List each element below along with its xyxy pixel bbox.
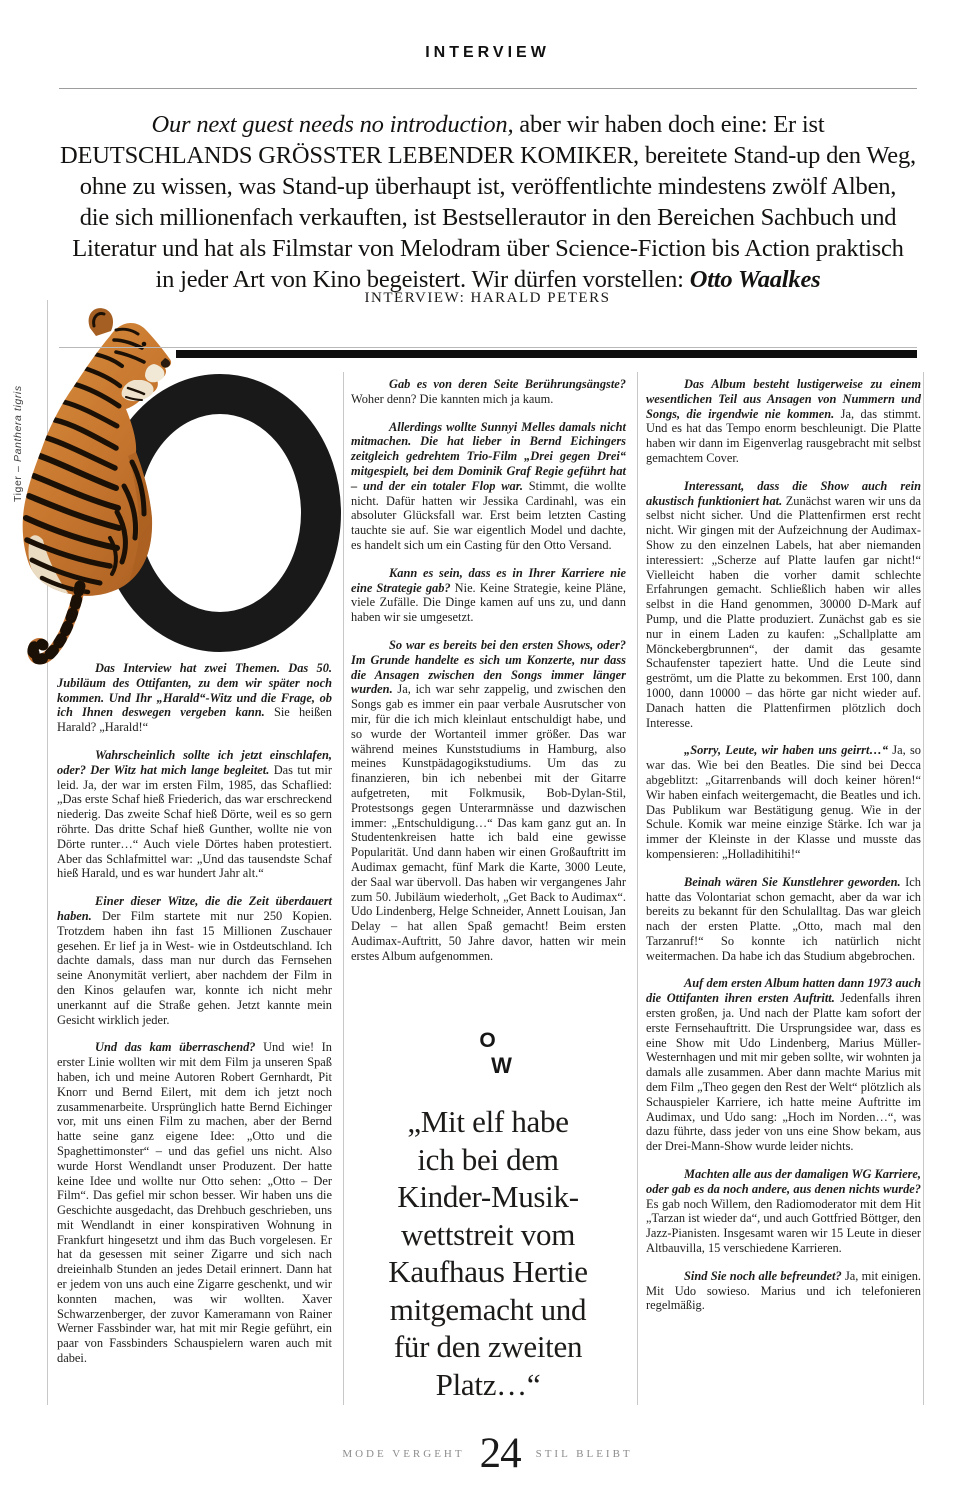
answer-text: Woher denn? Die kannten mich ja kaum. (351, 391, 554, 406)
answer-text: Ja, so war das. Wie bei den Beatles. Die sind bei Decca abgeblitzt: „Gitarrenbands will doch keiner hören!“ Wir haben einfach weitergemacht, die Beatles und ich. Das Publikum war Bestätigung genug. Wie in der Schule. Komik war meine einzige Stärke. Ich war ja immer der Kleinste in der Klasse und musste das kompensieren: „Holladihitihi!“ (646, 743, 921, 861)
question-text: Allerdings wollte Sunnyi Melles damals nicht mitmachen. Die hat lieber in Bernd Eichingers zeitgleich gedrehtem Trio-Film „Drei gegen Drei“ mitgespielt, bei dem Dominik Graf Regie geführt hat – und der ein totaler Flop war. (351, 419, 626, 493)
pull-quote-line: mitgemacht und (389, 1291, 587, 1327)
answer-text: Ja, mit einigen. Mit Udo sowieso. Marius und ich telefonieren regelmäßig. (646, 1268, 921, 1313)
intro-line: DEUTSCHLANDS GRÖSSTER LEBENDER KOMIKER, bereitete Stand-up den Weg, (60, 142, 916, 169)
answer-text: Nie. Keine Strategie, keine Pläne, viele Zufälle. Die Dinge kamen auf uns zu, und dann haben wir sie umgesetzt. (351, 580, 626, 625)
qa-paragraph (646, 1269, 921, 1313)
intro-paragraph (58, 109, 918, 295)
footer-motto-left: MODE VERGEHT (342, 1447, 465, 1460)
interview-column-middle (351, 377, 626, 963)
intro-line: Literatur und hat als Filmstar von Melodram über Science-Fiction bis Action praktisch (72, 235, 904, 262)
pull-quote (338, 1103, 638, 1403)
pull-quote-line: Platz…“ (435, 1366, 541, 1402)
qa-paragraph (351, 420, 626, 553)
answer-text: Stimmt, die wollte nicht. Dafür hatten wir Jessika Cardinahl, was ein absoluter Glücksfall war. Erst beim letzten Casting tauchte sie auf. Sie war eigentlich Model und dachte, es handelt sich um ein Casting für den Otto Versand. (351, 478, 626, 552)
qa-paragraph (646, 377, 921, 466)
monogram-letter-w: W (491, 1053, 512, 1078)
tiger-ear (89, 308, 113, 336)
qa-paragraph (646, 479, 921, 731)
question-text: Wahrscheinlich sollte ich jetzt einschlafen, oder? Der Witz hat mich lange begleitet. (57, 747, 332, 777)
pull-quote-line: für den zweiten (393, 1329, 583, 1364)
answer-text: Ich hatte das Volontariat schon gemacht, aber da war ich bereits zu bekannt für den Schulalltag. Das war gleich nach der ersten Platte. „Otto, mach mal den Tarzanruf!“ So konnte ich natürlich nicht weitermachen. Da habe ich das Studium abgebrochen. (646, 874, 921, 963)
monogram-letter-o: O (479, 1029, 496, 1052)
photo-caption-species: Panthera tigris (12, 385, 24, 462)
question-text: So war es bereits bei den ersten Shows, oder? Im Grunde handelte es sich um Konzerte, nur dass die Ansagen zwischen den Songs immer länger wurden. (351, 637, 626, 697)
question-text: Beinah wären Sie Kunstlehrer geworden. (684, 874, 906, 889)
answer-text: Zunächst waren wir uns da selbst nicht sicher. Und die Plattenfirmen erst recht nicht. Wir gingen mit der Aufzeichnung der Audimax-Show zu den einzelnen Labels, hat aber niemanden interessiert: „Scherze auf Platte laufen gar nicht!“ Vielleicht haben die vorher damit schlechte Erfahrungen gemacht. Schließlich haben wir alles selbst in die Hand genommen, 30000 D-Mark auf Pump, und die Platte produziert. Zunächst gab es sie nur in einem Laden zu kaufen: „Schallplatte am Mönckebergbrunnen“, der damit das gesamte Schaufenster tapeziert hatte. Und die Leute sind geströmt, um die Platte zu bekommen. Erst 100, dann 1000, dann 10000 – das hörte gar nicht wieder auf. Danach hatten die Plattenfirmen plötzlich doch Interesse. (646, 493, 921, 730)
interview-column-left (57, 661, 332, 1366)
qa-paragraph (57, 1040, 332, 1366)
answer-text: Das tut mir leid. Ja, der war im ersten Film, 1985, das Schaflied: „Das erste Schaf hieß Friederich, das war erschreckend niederig. Das zweite Schaf hieß Dörte, weil es so gern röhrte. Das dritte Schaf hieß Gunther, wollte nie von Dörte runter…“ Auch viele Dörtes haben protestiert. Aber das Schlafmittel war: „Und das tausendste Schaf hieß Harald, und es war hundert Jahr alt.“ (57, 762, 332, 881)
question-text: Sind Sie noch alle befreundet? (684, 1268, 845, 1283)
question-text: Gab es von deren Seite Berührungsängste? (389, 377, 626, 391)
qa-paragraph (351, 377, 626, 407)
header-rule (59, 88, 917, 89)
tiger-eye (142, 342, 147, 347)
question-text: Das Interview hat zwei Themen. Das 50. Jubiläum des Ottifanten, zu dem wir später noch kommen. Und Ihr „Harald“-Witz und die Frage, ob ich Ihnen deswegen vergeben kann. (57, 661, 332, 720)
qa-paragraph (646, 875, 921, 964)
tiger-photo (16, 302, 176, 682)
question-text: Kann es sein, dass es in Ihrer Karriere nie eine Strategie gab? (351, 565, 626, 595)
question-text: Auf dem ersten Album hatten dann 1973 auch die Ottifanten ihren ersten Auftritt. (646, 976, 921, 1006)
intro-line: Our next guest needs no introduction, aber wir haben doch eine: Er ist (151, 111, 825, 138)
tiger-tail (29, 586, 81, 659)
answer-text: Und wie! In erster Linie wollten wir mit dem Film ja unseren Spaß haben, ich und meine Autoren Robert Gernhardt, Pit Knorr und Bernd Eilert, mit dem ich jetzt noch zusammenarbeite. Ursprünglich hatte Bernd Eichinger vor, mit uns einen Film zu machen, aber der Bernd hatte seine ganz eigene Idee: „Otto und die Spaghettimonster“ – und das gefiel uns nicht. Also wurde Horst Wendlandt unser Produzent. Der hatte keine Idee und wollte nur Otto sehen: „Otto – Der Film“. Das gefiel mir schon besser. Wir haben uns die Geschichte ausgedacht, das Drehbuch geschrieben, uns mit Wendlandt in einer konspirativen Wohnung in Frankfurt hingesetzt und ihm das Buch vorgelesen. Er hat da gesessen mit seiner Zigarre und sich nach dreieinhalb Stunden an jedes Detail erinnert. Dann hat er jedem von uns auch eine Zigarre geschenkt, und wir konnten machen, was wir wollten. Xaver Schwarzenberger, der zuvor Kameramann von Rainer Werner Fassbinder war, hat mit mir Regie geführt, ein paar von Fassbinders Schauspielern waren auch mit dabei. (57, 1040, 332, 1366)
answer-text: Der Film startete mit nur 250 Kopien. Trotzdem haben ihn fast 15 Millionen Zuschauer gesehen. Er lief ja in West- wie in Ostdeutschland. Ich dachte damals, dass man nur durch das Fernsehen seine Anonymität verliert, aber nachdem der Film in den Kinos gelaufen war, konnte ich nicht mehr unerkannt auf die Straße gehen. Jetzt kannte mein Gesicht wirklich jeder. (57, 908, 332, 1027)
intro-line: die sich millionenfach verkauften, ist Bestsellerautor in den Bereichen Sachbuch und (79, 204, 897, 231)
answer-text: Es gab noch Willem, den Radiomoderator mit dem Hit „Tarzan ist wieder da“, und auch Gottfried Böttger, den Jazz-Pianisten. Insgesamt waren wir 15 Leute in dieser Altbauvilla, 15 verschiedene Karrieren. (646, 1196, 921, 1256)
qa-paragraph (646, 1167, 921, 1256)
qa-paragraph (57, 894, 332, 1027)
section-divider-bar (176, 350, 917, 358)
byline: INTERVIEW: HARALD PETERS (364, 290, 611, 306)
qa-paragraph (57, 748, 332, 881)
question-text: „Sorry, Leute, wir haben uns geirrt…“ (684, 743, 893, 758)
photo-caption-name: Tiger – (12, 461, 24, 502)
photo-caption (12, 352, 24, 502)
qa-paragraph (646, 743, 921, 861)
question-text: Das Album besteht lustigerweise zu einem wesentlichen Teil aus Ansagen von Nummern und Songs, die irgendwie nie kommen. (646, 377, 921, 421)
pull-quote-line: Kaufhaus Hertie (388, 1254, 588, 1289)
question-text: Interessant, dass die Show auch rein akustisch funktioniert hat. (646, 478, 921, 508)
qa-paragraph (351, 638, 626, 964)
pull-quote-line: wettstreit vom (400, 1216, 576, 1252)
pull-quote-line: „Mit elf habe (407, 1104, 569, 1139)
question-text: Und das kam überraschend? (95, 1040, 264, 1055)
question-text: Machten alle aus der damaligen WG Karriere, oder gab es da noch andere, aus denen nichts wurde? (646, 1167, 921, 1196)
pull-quote-line: ich bei dem (417, 1141, 559, 1177)
question-text: Einer dieser Witze, die die Zeit überdauert haben. (57, 894, 332, 923)
pull-quote-line: Kinder-Musik- (397, 1179, 579, 1214)
answer-text: Jedenfalls ihren ersten großen, ja. Und nach der Platte kam sofort der erste Fernsehauftritt. Die Ursprungsidee war, dass es eine Show mit Udo Lindenberg, Marius Müller-Westernhagen und mit mir geben sollte, wir wohnten ja damals alle zusammen. Aber dann machte Marius mit dem Film „Theo gegen den Rest der Welt“ plötzlich als Schauspieler Karriere, ich hatte meine Auftritte im Audimax, und Udo sang: „Hoch im Norden…“, was dazu führte, dass jeder von uns eine Show bekam, aus der Drei-Mann-Show wurde leider nichts. (646, 991, 921, 1154)
qa-paragraph (351, 566, 626, 625)
qa-paragraph (646, 976, 921, 1154)
section-label: INTERVIEW (425, 44, 550, 61)
page-number: 24 (479, 1430, 521, 1477)
footer-motto-right: STIL BLEIBT (535, 1447, 633, 1460)
intro-line: ohne zu wissen, was Stand-up überhaupt ist, veröffentlichte mindestens zwölf Alben, (79, 173, 897, 200)
answer-text: Ja, ich war sehr zappelig, und zwischen den Songs gab es immer ein paar verbale Ausrutscher von mir, für die ich mich kleinlaut entschuldigt habe, und so wurde der Wortanteil immer größer. Das war während meines Kunststudiums in Hamburg, also meines Kunstpädagogikstudiums. Um das zu finanzieren, bin ich nebenbei mit der Gitarre aufgetreten, mit Folkmusik, Bob-Dylan-Stil, Protestsongs gegen Unterarmnässe und dazwischen immer: „Entschuldigung…“ Das kam ganz gut an. In Studentenkreisen hatte ich bald eine gewisse Popularität. Und dann haben wir einen Großauftritt im Audimax gemacht, fünf Mark die Karte, 3000 Leute, der Saal war übervoll. Das haben wir vergangenes Jahr zum 50. Jubiläum wiederholt, „Get Back to Audimax“. Udo Lindenberg, Helge Schneider, Annett Louisan, Jan Delay – hat allen Spaß gemacht! Beim ersten Audimax-Auftritt, 50 Jahre davor, hatten wir mein erstes Album aufgenommen. (351, 682, 626, 963)
answer-text: Ja, das stimmt. Und es hat das Tempo enorm beschleunigt. Die Platte haben wir dann im Eigenverlag rausgebracht mit selbst gemachtem Cover. (646, 406, 921, 465)
intro-line: in jeder Art von Kino begeistert. Wir dürfen vorstellen: Otto Waalkes (155, 266, 821, 293)
divider-hairline (59, 347, 917, 348)
page-footer (0, 1432, 975, 1475)
column-rule-right-margin (923, 372, 924, 1405)
answer-text: Sie heißen Harald? „Harald!“ (57, 705, 332, 735)
interview-column-right (646, 377, 921, 1313)
